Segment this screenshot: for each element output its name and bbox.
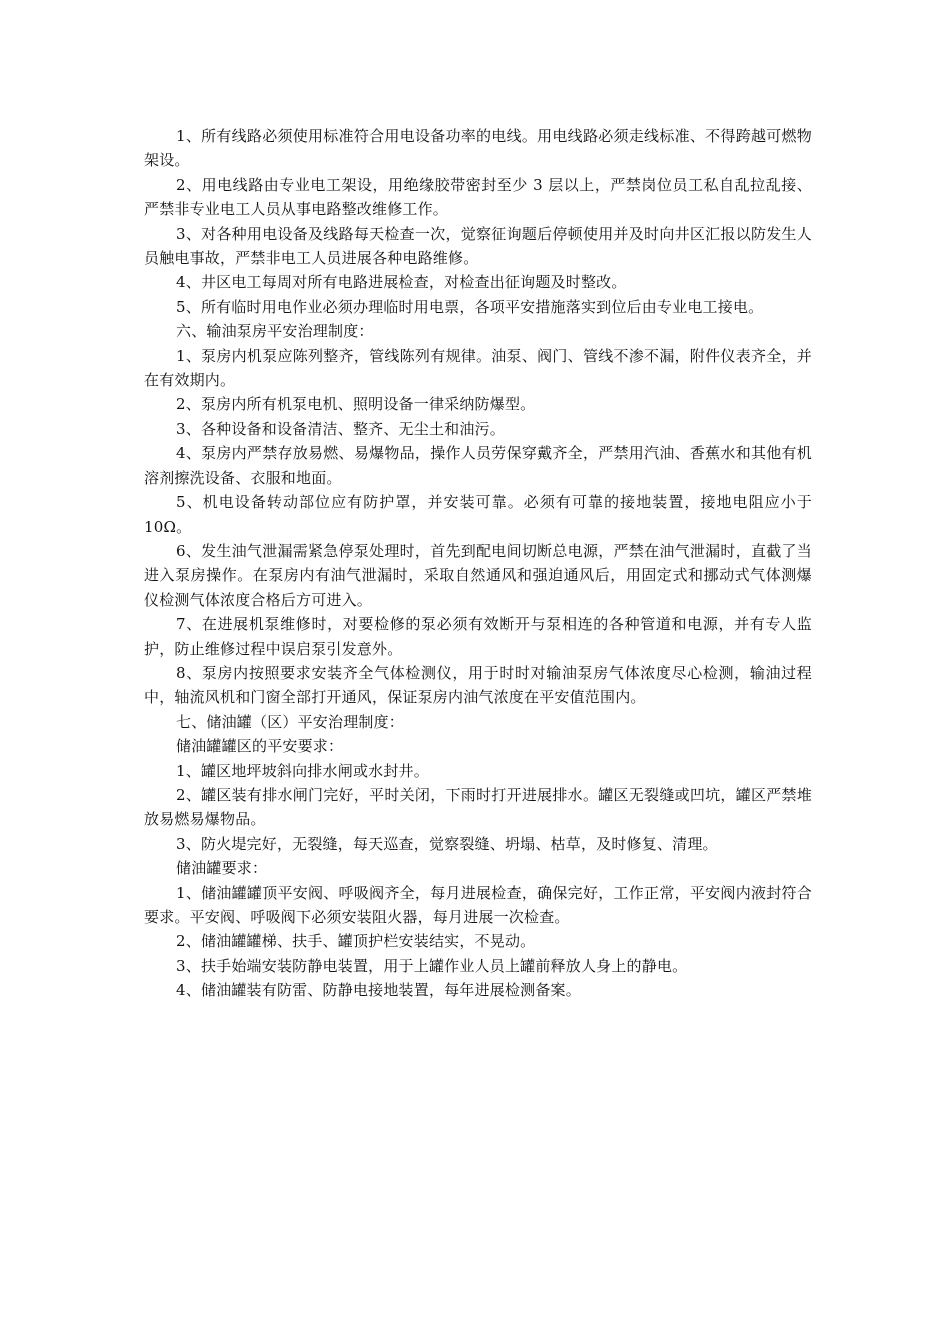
- section-heading: 七、储油罐（区）平安治理制度：: [176, 712, 405, 731]
- paragraph: 1、泵房内机泵应陈列整齐，管线陈列有规律。油泵、阀门、管线不渗不漏，附件仪表齐全，并在有效期内。: [144, 346, 812, 390]
- subsection-heading: 储油罐要求：: [176, 859, 268, 878]
- paragraph: 4、井区电工每周对所有电路进展检查，对检查出征询题及时整改。: [176, 273, 627, 292]
- paragraph: 1、所有线路必须使用标准符合用电设备功率的电线。用电线路必须走线标准、不得跨越可燃物架设。: [144, 127, 812, 170]
- paragraph: 5、所有临时用电作业必须办理临时用电票，各项平安措施落实到位后由专业电工接电。: [176, 297, 764, 316]
- document-body: [144, 124, 812, 1003]
- paragraph: 1、罐区地坪坡斜向排水闸或水封井。: [176, 761, 429, 780]
- paragraph: 8、泵房内按照要求安装齐全气体检测仪，用于时时对输油泵房气体浓度尽心检测，输油过程中，轴流风机和门窗全部打开通风，保证泵房内油气浓度在平安值范围内。: [144, 663, 812, 707]
- paragraph: 2、储油罐罐梯、扶手、罐顶护栏安装结实，不晃动。: [176, 932, 536, 951]
- paragraph: 2、罐区装有排水闸门完好，平时关闭，下雨时打开进展排水。罐区无裂缝或凹坑，罐区严禁堆放易燃易爆物品。: [144, 785, 812, 829]
- subsection-heading: 储油罐罐区的平安要求：: [176, 737, 344, 756]
- paragraph: 4、储油罐装有防雷、防静电接地装置，每年进展检测备案。: [176, 981, 581, 1000]
- section-heading: 六、输油泵房平安治理制度：: [176, 322, 374, 341]
- paragraph: 3、扶手始端安装防静电装置，用于上罐作业人员上罐前释放人身上的静电。: [176, 956, 688, 975]
- paragraph: 7、在进展机泵维修时，对要检修的泵必须有效断开与泵相连的各种管道和电源，并有专人监护，防止维修过程中误启泵引发意外。: [144, 615, 812, 658]
- paragraph: 3、对各种用电设备及线路每天检查一次，觉察征询题后停顿使用并及时向井区汇报以防发生人员触电事故，严禁非电工人员进展各种电路维修。: [144, 224, 812, 268]
- paragraph: 3、防火堤完好，无裂缝，每天巡查，觉察裂缝、坍塌、枯草，及时修复、清理。: [176, 834, 718, 853]
- paragraph: 4、泵房内严禁存放易燃、易爆物品，操作人员劳保穿戴齐全，严禁用汽油、香蕉水和其他有机溶剂擦洗设备、衣服和地面。: [144, 444, 812, 487]
- paragraph: 5、机电设备转动部位应有防护罩，并安装可靠。必须有可靠的接地装置，接地电阻应小于 10Ω。: [144, 493, 812, 536]
- paragraph: 1、储油罐罐顶平安阀、呼吸阀齐全，每月进展检查，确保完好，工作正常，平安阀内液封符合要求。平安阀、呼吸阀下必须安装阻火器，每月进展一次检查。: [144, 883, 812, 926]
- paragraph: 3、各种设备和设备清洁、整齐、无尘土和油污。: [176, 419, 505, 438]
- paragraph: 6、发生油气泄漏需紧急停泵处理时，首先到配电间切断总电源，严禁在油气泄漏时，直截了当进入泵房操作。在泵房内有油气泄漏时，采取自然通风和强迫通风后，用固定式和挪动式气体测爆仪检测气体浓度合格后方可进入。: [144, 541, 812, 609]
- paragraph: 2、泵房内所有机泵电机、照明设备一律采纳防爆型。: [176, 395, 536, 414]
- paragraph: 2、用电线路由专业电工架设，用绝缘胶带密封至少 3 层以上，严禁岗位员工私自乱拉乱接、严禁非专业电工人员从事电路整改维修工作。: [144, 175, 812, 219]
